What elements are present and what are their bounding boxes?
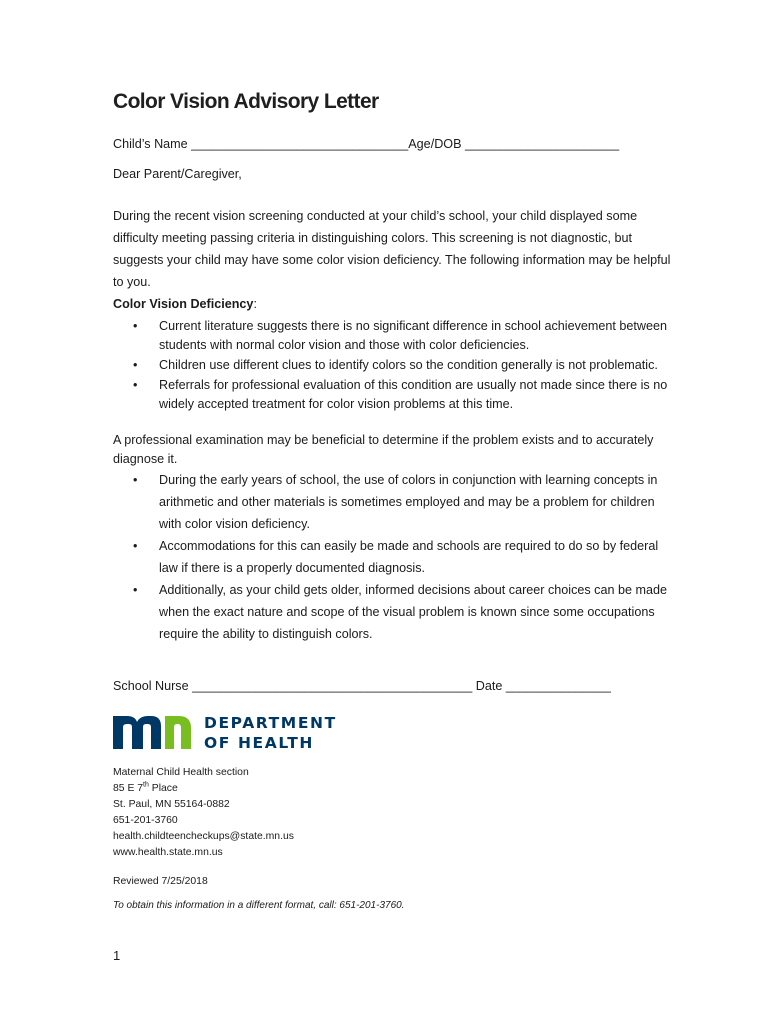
address-street-number: 85 E 7 [113, 783, 144, 794]
mn-logo-icon [113, 712, 353, 750]
list-item [113, 376, 673, 414]
deficiency-bullet-list [113, 317, 673, 415]
bullet-icon: • [133, 358, 138, 372]
list-item [113, 356, 673, 375]
address-email: health.childteencheckups@state.mn.us [113, 831, 294, 842]
list-item [113, 535, 673, 579]
address-section: Maternal Child Health section [113, 767, 249, 778]
bullet-icon: • [133, 539, 138, 553]
alternate-format-note: To obtain this information in a different format, call: 651-201-3760. [113, 900, 405, 911]
list-item-text: Accommodations for this can easily be made and schools are required to do so by federal law if there is a properly documented diagnosis. [159, 539, 659, 575]
logo-n-shape [165, 716, 191, 749]
page-title: Color Vision Advisory Letter [113, 90, 379, 113]
bullet-icon: • [133, 378, 138, 392]
mn-department-of-health-logo [113, 712, 353, 755]
address-street [113, 781, 294, 797]
logo-line1: DEPARTMENT [204, 714, 337, 732]
list-item-text: During the early years of school, the use of colors in conjunction with learning concepts in arithmetic and other materials is sometimes employed and may be a problem for children with color vision deficiency. [159, 473, 658, 531]
list-item-text: Current literature suggests there is no significant difference in school achievement between students with normal color vision and those with color deficiencies. [159, 319, 667, 352]
signature-line: School Nurse ________________________________________ Date _______________ [113, 679, 611, 693]
bullet-icon: • [133, 473, 138, 487]
bullet-icon: • [133, 319, 138, 333]
address-website: www.health.state.mn.us [113, 847, 223, 858]
list-item [113, 317, 673, 355]
greeting: Dear Parent/Caregiver, [113, 167, 242, 181]
list-item-text: Children use different clues to identify colors so the condition generally is not problematic. [159, 358, 658, 372]
reviewed-date: Reviewed 7/25/2018 [113, 876, 208, 887]
address-street-name: Place [148, 783, 178, 794]
list-item [113, 469, 673, 535]
section-heading: Color Vision Deficiency [113, 297, 254, 311]
page-number: 1 [113, 948, 121, 963]
address-block [113, 765, 294, 861]
section-heading-colon: : [253, 297, 257, 311]
address-street-suffix: th [143, 781, 149, 789]
school-bullet-list [113, 469, 673, 645]
address-phone: 651-201-3760 [113, 815, 178, 826]
intro-paragraph: During the recent vision screening conducted at your child’s school, your child displayed some difficulty meeting passing criteria in distinguishing colors. This screening is not diagnostic, but suggests your child may have some color vision deficiency. The following information may be helpful to you. [113, 209, 671, 289]
list-item-text: Referrals for professional evaluation of this condition are usually not made since there is no widely accepted treatment for color vision problems at this time. [159, 378, 668, 411]
address-city: St. Paul, MN 55164-0882 [113, 799, 230, 810]
child-name-age-line: Child’s Name _______________________________Age/DOB ______________________ [113, 137, 620, 151]
list-item [113, 579, 673, 645]
logo-m-shape [113, 716, 161, 749]
logo-line2: OF HEALTH [204, 734, 314, 750]
list-item-text: Additionally, as your child gets older, informed decisions about career choices can be made when the exact nature and scope of the visual problem is known since some occupations require the ability to distinguish colors. [159, 583, 667, 641]
middle-paragraph: A professional examination may be beneficial to determine if the problem exists and to accurately diagnose it. [113, 433, 654, 466]
bullet-icon: • [133, 583, 138, 597]
section-heading-line [113, 293, 257, 315]
